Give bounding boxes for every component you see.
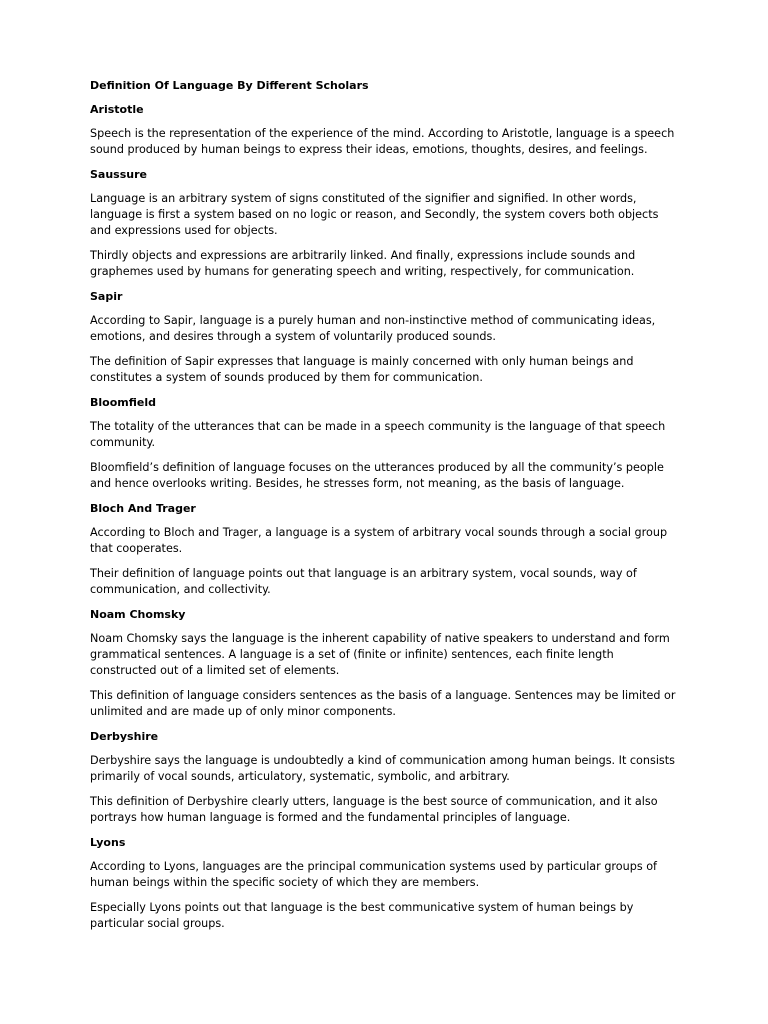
paragraph: Derbyshire says the language is undoubtedly a kind of communication among human beings. It consists primarily of vocal sounds, articulatory, systematic, symbolic, and arbitrary. <box>90 754 675 783</box>
section-heading: Bloch And Trager <box>90 502 196 515</box>
section-bloch-and-trager <box>90 501 678 598</box>
paragraph: Especially Lyons points out that language is the best communicative system of human beings by particular social groups. <box>90 901 634 930</box>
paragraph: The totality of the utterances that can be made in a speech community is the language of that speech community. <box>90 420 666 449</box>
section-heading: Saussure <box>90 168 147 181</box>
paragraph: Their definition of language points out that language is an arbitrary system, vocal sounds, way of communication, and collectivity. <box>90 567 637 596</box>
paragraph: According to Sapir, language is a purely human and non-instinctive method of communicating ideas, emotions, and desires through a system of voluntarily produced sounds. <box>90 314 656 343</box>
section-heading: Bloomfield <box>90 396 156 409</box>
paragraph: Language is an arbitrary system of signs constituted of the signifier and signified. In other words, language is first a system based on no logic or reason, and Secondly, the system covers both objects and expressions used for objects. <box>90 192 659 237</box>
section-lyons <box>90 835 678 932</box>
section-heading: Derbyshire <box>90 730 159 743</box>
document-title: Definition Of Language By Different Scholars <box>90 79 369 92</box>
section-bloomfield <box>90 395 678 492</box>
paragraph: Speech is the representation of the experience of the mind. According to Aristotle, language is a speech sound produced by human beings to express their ideas, emotions, thoughts, desires, and feelings. <box>90 127 675 156</box>
section-heading: Noam Chomsky <box>90 608 186 621</box>
section-sapir <box>90 289 678 386</box>
section-heading: Lyons <box>90 836 126 849</box>
section-heading: Aristotle <box>90 103 144 116</box>
paragraph: According to Lyons, languages are the principal communication systems used by particular groups of human beings within the specific society of which they are members. <box>90 860 657 889</box>
paragraph: Thirdly objects and expressions are arbitrarily linked. And finally, expressions include sounds and graphemes used by humans for generating speech and writing, respectively, for communication. <box>90 249 636 278</box>
paragraph: According to Bloch and Trager, a language is a system of arbitrary vocal sounds through a social group that cooperates. <box>90 526 668 555</box>
section-aristotle <box>90 102 678 158</box>
paragraph: The definition of Sapir expresses that language is mainly concerned with only human beings and constitutes a system of sounds produced by them for communication. <box>90 355 634 384</box>
section-derbyshire <box>90 729 678 826</box>
paragraph: Noam Chomsky says the language is the inherent capability of native speakers to understand and form grammatical sentences. A language is a set of (finite or infinite) sentences, each finite length constructed out of a limited set of elements. <box>90 632 670 677</box>
paragraph: This definition of Derbyshire clearly utters, language is the best source of communication, and it also portrays how human language is formed and the fundamental principles of language. <box>90 795 658 824</box>
paragraph: This definition of language considers sentences as the basis of a language. Sentences may be limited or unlimited and are made up of only minor components. <box>90 689 676 718</box>
section-noam-chomsky <box>90 607 678 720</box>
paragraph: Bloomfield’s definition of language focuses on the utterances produced by all the community’s people and hence overlooks writing. Besides, he stresses form, not meaning, as the basis of language. <box>90 461 664 490</box>
section-saussure <box>90 167 678 280</box>
section-heading: Sapir <box>90 290 123 303</box>
